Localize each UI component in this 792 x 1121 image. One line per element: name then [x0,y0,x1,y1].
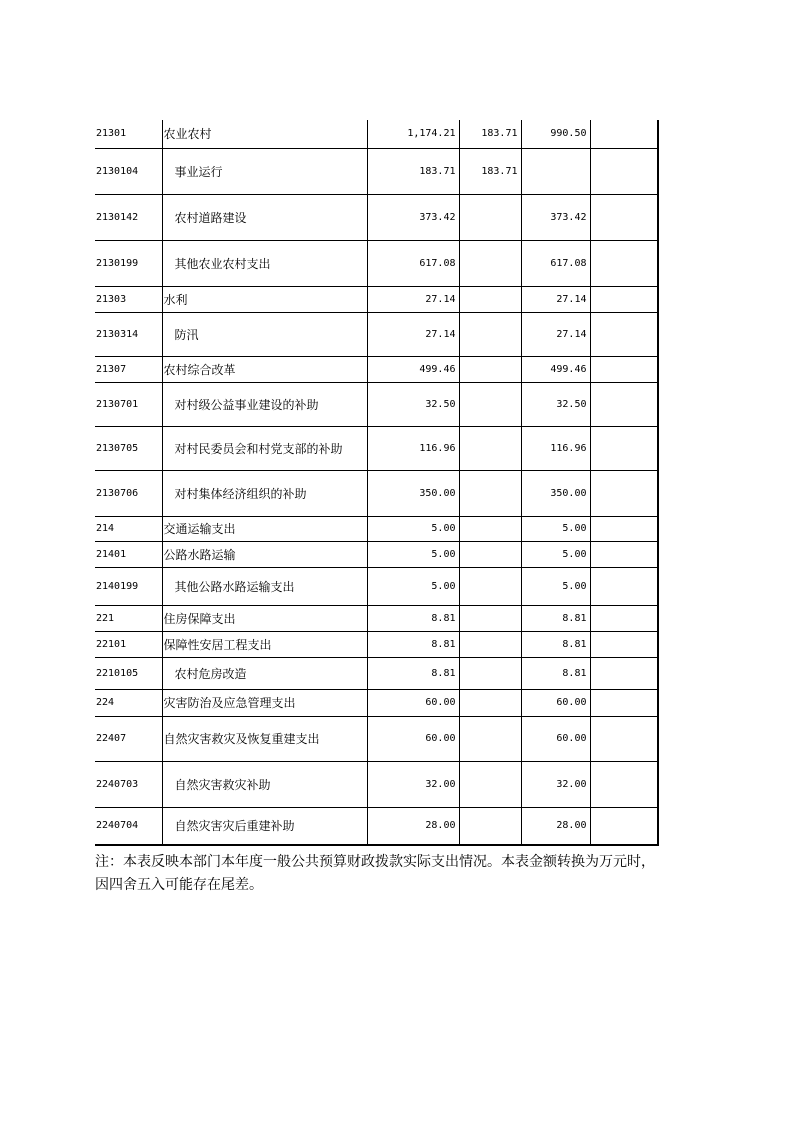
project-amount: 5.00 [521,541,590,567]
category-code: 21307 [95,356,162,382]
category-code: 2210105 [95,657,162,689]
expenditure-table [95,120,659,846]
total-amount: 27.14 [367,312,459,356]
extra-amount [590,382,658,426]
category-name: 事业运行 [162,148,367,194]
basic-amount [459,716,521,761]
category-code: 224 [95,689,162,716]
category-name: 对村级公益事业建设的补助 [162,382,367,426]
basic-amount [459,470,521,516]
basic-amount [459,312,521,356]
extra-amount [590,286,658,312]
project-amount: 5.00 [521,516,590,541]
category-name: 农村道路建设 [162,194,367,240]
category-code: 21303 [95,286,162,312]
category-code: 2140199 [95,567,162,605]
category-code: 2130705 [95,426,162,470]
extra-amount [590,657,658,689]
project-amount: 373.42 [521,194,590,240]
table-row [95,286,658,312]
table-row [95,382,658,426]
basic-amount [459,382,521,426]
project-amount: 499.46 [521,356,590,382]
category-name: 自然灾害救灾补助 [162,761,367,807]
basic-amount [459,761,521,807]
project-amount: 60.00 [521,716,590,761]
basic-amount [459,356,521,382]
extra-amount [590,356,658,382]
basic-amount [459,807,521,845]
category-name: 灾害防治及应急管理支出 [162,689,367,716]
project-amount: 350.00 [521,470,590,516]
table-row [95,120,658,148]
category-code: 214 [95,516,162,541]
table-row [95,516,658,541]
project-amount: 8.81 [521,657,590,689]
category-code: 2130142 [95,194,162,240]
basic-amount [459,426,521,470]
table-row [95,761,658,807]
extra-amount [590,516,658,541]
table-row [95,148,658,194]
extra-amount [590,761,658,807]
basic-amount [459,605,521,631]
total-amount: 8.81 [367,605,459,631]
category-name: 保障性安居工程支出 [162,631,367,657]
category-code: 2130104 [95,148,162,194]
project-amount: 32.00 [521,761,590,807]
project-amount: 990.50 [521,120,590,148]
extra-amount [590,807,658,845]
total-amount: 350.00 [367,470,459,516]
category-name: 农业农村 [162,120,367,148]
table-row [95,605,658,631]
total-amount: 32.00 [367,761,459,807]
category-code: 22407 [95,716,162,761]
total-amount: 8.81 [367,657,459,689]
category-code: 22101 [95,631,162,657]
total-amount: 1,174.21 [367,120,459,148]
total-amount: 116.96 [367,426,459,470]
table-row [95,541,658,567]
total-amount: 5.00 [367,567,459,605]
extra-amount [590,426,658,470]
basic-amount [459,567,521,605]
basic-amount [459,541,521,567]
table-row [95,356,658,382]
extra-amount [590,148,658,194]
category-code: 21401 [95,541,162,567]
project-amount: 8.81 [521,605,590,631]
basic-amount [459,631,521,657]
basic-amount [459,194,521,240]
category-name: 水利 [162,286,367,312]
extra-amount [590,541,658,567]
extra-amount [590,470,658,516]
category-name: 对村集体经济组织的补助 [162,470,367,516]
category-name: 对村民委员会和村党支部的补助 [162,426,367,470]
category-code: 221 [95,605,162,631]
table-row [95,657,658,689]
table-row [95,631,658,657]
table-body [95,120,658,845]
total-amount: 27.14 [367,286,459,312]
extra-amount [590,689,658,716]
table-footnote: 注：本表反映本部门本年度一般公共预算财政拨款实际支出情况。本表金额转换为万元时，因四舍五入可能存在尾差。 [95,854,655,893]
category-name: 农村危房改造 [162,657,367,689]
category-code: 2130706 [95,470,162,516]
project-amount: 60.00 [521,689,590,716]
extra-amount [590,631,658,657]
project-amount: 27.14 [521,312,590,356]
basic-amount: 183.71 [459,120,521,148]
total-amount: 499.46 [367,356,459,382]
category-code: 2240704 [95,807,162,845]
category-name: 自然灾害救灾及恢复重建支出 [162,716,367,761]
basic-amount [459,286,521,312]
category-name: 住房保障支出 [162,605,367,631]
category-code: 2130314 [95,312,162,356]
basic-amount [459,516,521,541]
category-code: 21301 [95,120,162,148]
basic-amount [459,657,521,689]
extra-amount [590,605,658,631]
total-amount: 8.81 [367,631,459,657]
project-amount: 116.96 [521,426,590,470]
category-name: 公路水路运输 [162,541,367,567]
basic-amount [459,240,521,286]
extra-amount [590,240,658,286]
project-amount: 5.00 [521,567,590,605]
project-amount: 32.50 [521,382,590,426]
extra-amount [590,716,658,761]
category-name: 自然灾害灾后重建补助 [162,807,367,845]
table-row [95,312,658,356]
extra-amount [590,567,658,605]
total-amount: 32.50 [367,382,459,426]
category-code: 2240703 [95,761,162,807]
table-row [95,807,658,845]
total-amount: 28.00 [367,807,459,845]
category-name: 防汛 [162,312,367,356]
table-row [95,716,658,761]
total-amount: 373.42 [367,194,459,240]
extra-amount [590,120,658,148]
category-name: 其他公路水路运输支出 [162,567,367,605]
total-amount: 60.00 [367,716,459,761]
table-row [95,470,658,516]
project-amount [521,148,590,194]
project-amount: 617.08 [521,240,590,286]
total-amount: 60.00 [367,689,459,716]
table-row [95,689,658,716]
table-row [95,194,658,240]
extra-amount [590,194,658,240]
basic-amount: 183.71 [459,148,521,194]
total-amount: 617.08 [367,240,459,286]
category-code: 2130701 [95,382,162,426]
extra-amount [590,312,658,356]
category-name: 交通运输支出 [162,516,367,541]
table-row [95,567,658,605]
basic-amount [459,689,521,716]
project-amount: 8.81 [521,631,590,657]
total-amount: 183.71 [367,148,459,194]
category-name: 其他农业农村支出 [162,240,367,286]
project-amount: 27.14 [521,286,590,312]
project-amount: 28.00 [521,807,590,845]
table-row [95,240,658,286]
category-name: 农村综合改革 [162,356,367,382]
total-amount: 5.00 [367,516,459,541]
table-row [95,426,658,470]
total-amount: 5.00 [367,541,459,567]
category-code: 2130199 [95,240,162,286]
